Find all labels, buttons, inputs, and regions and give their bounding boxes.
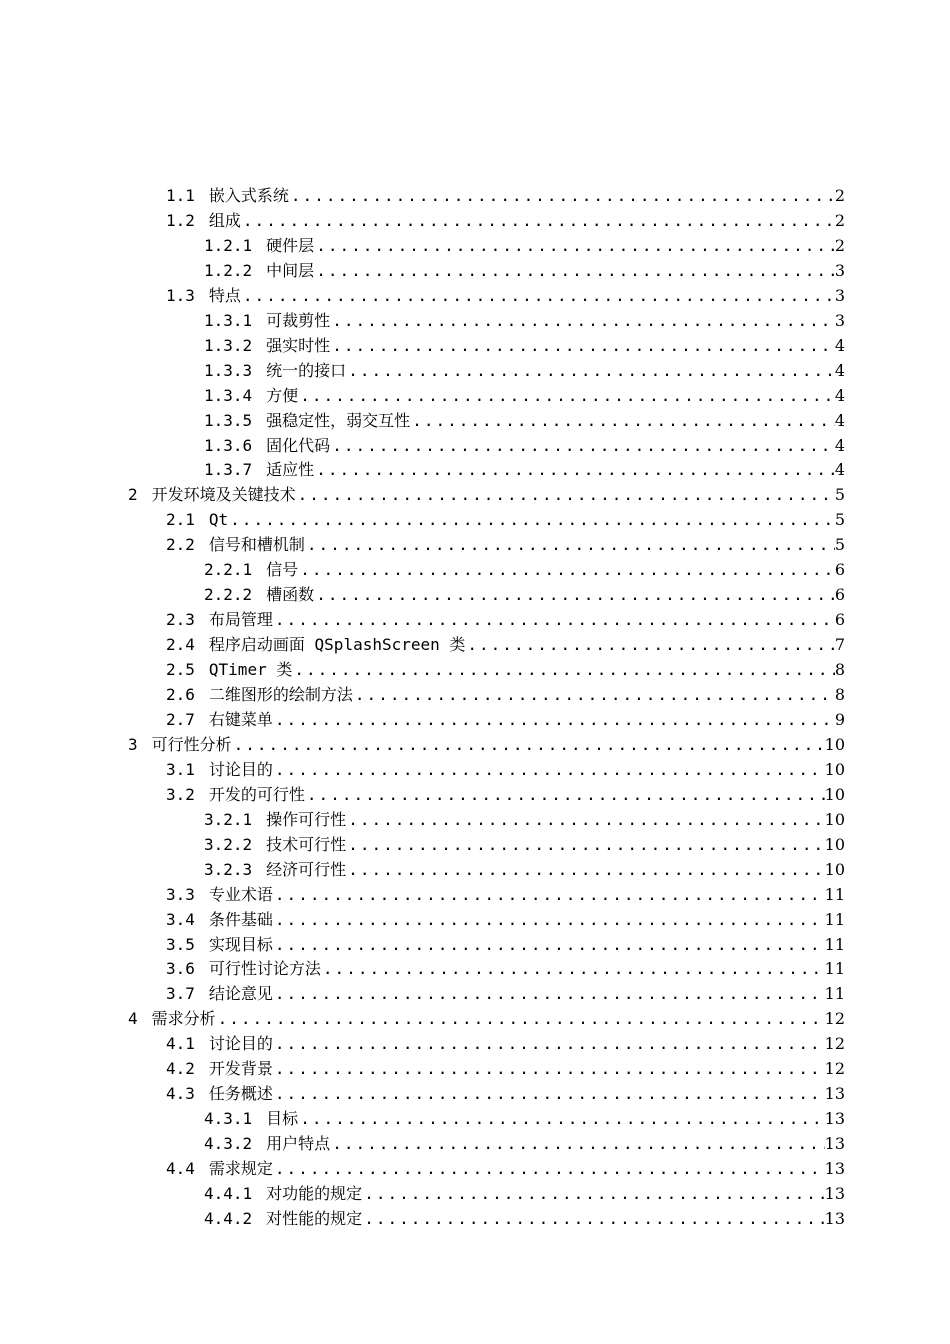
toc-entry-number: 1.2 bbox=[166, 210, 195, 230]
toc-entry-title: 硬件层 bbox=[266, 235, 315, 255]
toc-entry-title: 用户特点 bbox=[266, 1134, 331, 1154]
toc-entry-page-number: 13 bbox=[824, 1134, 845, 1154]
toc-entry-title: 结论意见 bbox=[208, 984, 273, 1004]
toc-dot-leader bbox=[346, 857, 824, 882]
toc-entry-page-number: 4 bbox=[834, 460, 845, 480]
toc-dot-leader bbox=[273, 932, 825, 957]
toc-entry-page-number: 11 bbox=[824, 909, 845, 929]
toc-entry-page-number: 13 bbox=[824, 1109, 845, 1129]
toc-entry-title: 可行性分析 bbox=[151, 734, 232, 754]
toc-entry[interactable] bbox=[166, 932, 845, 957]
toc-entry-page-number: 11 bbox=[824, 959, 845, 979]
toc-entry-number: 2.7 bbox=[166, 709, 195, 729]
toc-entry-title: 槽函数 bbox=[266, 585, 315, 605]
toc-entry-number: 3.1 bbox=[166, 759, 195, 779]
toc-dot-leader bbox=[273, 882, 825, 907]
toc-entry-number: 4.3.2 bbox=[204, 1134, 253, 1154]
toc-entry-number: 4 bbox=[128, 1009, 138, 1029]
toc-entry[interactable] bbox=[166, 208, 845, 233]
toc-entry-number: 1.2.2 bbox=[204, 260, 253, 280]
toc-entry-number: 4.2 bbox=[166, 1059, 195, 1079]
toc-dot-leader bbox=[410, 408, 835, 433]
toc-entry-title: 右键菜单 bbox=[208, 709, 273, 729]
toc-entry[interactable] bbox=[166, 507, 845, 532]
toc-dot-leader bbox=[289, 183, 835, 208]
toc-dot-leader bbox=[298, 557, 835, 582]
toc-entry[interactable] bbox=[166, 882, 845, 907]
toc-entry-number: 2 bbox=[128, 485, 138, 505]
toc-entry-number: 3 bbox=[128, 734, 138, 754]
toc-entry[interactable] bbox=[166, 757, 845, 782]
toc-entry[interactable] bbox=[204, 408, 845, 433]
toc-dot-leader bbox=[216, 1006, 825, 1031]
toc-dot-leader bbox=[321, 956, 825, 981]
toc-entry-number: 3.5 bbox=[166, 934, 195, 954]
toc-entry-title: 强实时性 bbox=[266, 335, 331, 355]
toc-entry-page-number: 10 bbox=[824, 809, 845, 829]
toc-entry-page-number: 10 bbox=[824, 784, 845, 804]
toc-entry-number: 2.2 bbox=[166, 535, 195, 555]
toc-dot-leader bbox=[314, 233, 835, 258]
toc-entry[interactable] bbox=[204, 857, 845, 882]
toc-entry-title: 统一的接口 bbox=[266, 360, 347, 380]
toc-dot-leader bbox=[273, 1081, 825, 1106]
toc-entry[interactable] bbox=[128, 482, 845, 507]
toc-entry-title: 专业术语 bbox=[208, 884, 273, 904]
toc-entry-number: 1.1 bbox=[166, 186, 195, 205]
toc-entry-page-number: 6 bbox=[834, 560, 845, 580]
toc-entry-number: 2.2.1 bbox=[204, 560, 253, 580]
toc-entry[interactable] bbox=[204, 1206, 845, 1231]
toc-entry-page-number: 11 bbox=[824, 984, 845, 1004]
toc-dot-leader bbox=[273, 1056, 825, 1081]
toc-entry-number: 2.5 bbox=[166, 660, 195, 679]
toc-entry-title: 强稳定性，弱交互性 bbox=[266, 410, 411, 430]
toc-entry-page-number: 3 bbox=[834, 285, 845, 305]
toc-entry-number: 1.2.1 bbox=[204, 235, 253, 255]
toc-entry-title: 适应性 bbox=[266, 460, 315, 480]
toc-dot-leader bbox=[273, 1031, 825, 1056]
toc-entry-page-number: 12 bbox=[824, 1059, 845, 1079]
toc-dot-leader bbox=[298, 1106, 824, 1131]
toc-entry-number: 3.2 bbox=[166, 784, 195, 804]
toc-entry-page-number: 13 bbox=[824, 1184, 845, 1203]
toc-entry-number: 4.1 bbox=[166, 1034, 195, 1054]
toc-entry-number: 2.4 bbox=[166, 635, 195, 655]
toc-entry-page-number: 5 bbox=[834, 535, 845, 555]
toc-entry-title: 技术可行性 bbox=[266, 834, 347, 854]
toc-entry-page-number: 10 bbox=[824, 859, 845, 879]
toc-entry-page-number: 5 bbox=[834, 485, 845, 505]
toc-entry-number: 1.3.2 bbox=[204, 335, 253, 355]
toc-entry-number: 3.2.2 bbox=[204, 834, 253, 854]
toc-entry-page-number: 4 bbox=[834, 360, 845, 380]
toc-dot-leader bbox=[314, 457, 835, 482]
toc-entry-title: 嵌入式系统 bbox=[208, 186, 289, 205]
toc-entry[interactable] bbox=[204, 233, 845, 258]
toc-entry[interactable] bbox=[166, 532, 845, 557]
toc-entry-page-number: 13 bbox=[824, 1084, 845, 1104]
toc-dot-leader bbox=[314, 582, 835, 607]
toc-entry-title: 讨论目的 bbox=[208, 759, 273, 779]
toc-entry-page-number: 2 bbox=[834, 235, 845, 255]
toc-entry-page-number: 4 bbox=[834, 335, 845, 355]
toc-entry-title: Qt bbox=[208, 510, 229, 530]
toc-dot-leader bbox=[241, 283, 835, 308]
toc-entry-page-number: 10 bbox=[824, 834, 845, 854]
toc-entry-title: 开发背景 bbox=[208, 1059, 273, 1079]
toc-entry[interactable] bbox=[166, 1081, 845, 1106]
toc-entry[interactable] bbox=[204, 1131, 845, 1156]
toc-entry[interactable] bbox=[166, 1056, 845, 1081]
toc-entry-title: 信号和槽机制 bbox=[208, 535, 305, 555]
toc-entry-number: 4.4.1 bbox=[204, 1184, 253, 1203]
toc-dot-leader bbox=[330, 308, 835, 333]
toc-entry-number: 1.3.5 bbox=[204, 410, 253, 430]
toc-entry-number: 1.3.3 bbox=[204, 360, 253, 380]
toc-dot-leader bbox=[241, 208, 835, 233]
toc-entry-number: 3.4 bbox=[166, 909, 195, 929]
toc-dot-leader bbox=[273, 607, 835, 632]
toc-entry[interactable] bbox=[128, 732, 845, 757]
toc-entry-page-number: 2 bbox=[834, 186, 845, 205]
toc-entry-title: 开发环境及关键技术 bbox=[151, 485, 296, 505]
toc-entry[interactable] bbox=[166, 682, 845, 707]
toc-dot-leader bbox=[353, 682, 835, 707]
toc-entry-number: 3.2.3 bbox=[204, 859, 253, 879]
toc-entry-page-number: 10 bbox=[824, 734, 845, 754]
toc-entry-title: 需求分析 bbox=[151, 1009, 216, 1029]
toc-entry-number: 3.3 bbox=[166, 884, 195, 904]
toc-entry-title: 开发的可行性 bbox=[208, 784, 305, 804]
toc-entry-page-number: 4 bbox=[834, 385, 845, 405]
toc-dot-leader bbox=[298, 383, 835, 408]
toc-entry-title: 对性能的规定 bbox=[266, 1208, 363, 1228]
toc-entry[interactable] bbox=[204, 582, 845, 607]
toc-entry[interactable] bbox=[166, 782, 845, 807]
toc-entry-page-number: 13 bbox=[824, 1208, 845, 1228]
toc-entry[interactable] bbox=[204, 333, 845, 358]
toc-dot-leader bbox=[273, 707, 835, 732]
toc-entry-page-number: 7 bbox=[834, 635, 845, 655]
toc-entry[interactable] bbox=[204, 383, 845, 408]
toc-entry-title: 二维图形的绘制方法 bbox=[208, 685, 353, 704]
toc-entry[interactable] bbox=[204, 832, 845, 857]
toc-dot-leader bbox=[273, 907, 825, 932]
toc-entry-title: 信号 bbox=[266, 560, 299, 580]
toc-entry[interactable] bbox=[166, 956, 845, 981]
toc-dot-leader bbox=[330, 333, 835, 358]
toc-dot-leader bbox=[314, 258, 835, 283]
toc-dot-leader bbox=[228, 507, 835, 532]
toc-entry-page-number: 4 bbox=[834, 410, 845, 430]
toc-entry-title: 可行性讨论方法 bbox=[208, 959, 321, 979]
toc-entry-page-number: 8 bbox=[834, 660, 845, 679]
toc-entry-page-number: 12 bbox=[824, 1034, 845, 1054]
toc-entry-title: 布局管理 bbox=[208, 610, 273, 630]
toc-dot-leader bbox=[273, 981, 825, 1006]
toc-entry-title: 讨论目的 bbox=[208, 1034, 273, 1054]
toc-entry-title: 程序启动画面 QSplashScreen 类 bbox=[208, 635, 466, 655]
toc-entry-page-number: 3 bbox=[834, 310, 845, 330]
toc-entry-number: 1.3.7 bbox=[204, 460, 253, 480]
toc-entry-page-number: 10 bbox=[824, 759, 845, 779]
toc-entry[interactable] bbox=[128, 1006, 845, 1031]
toc-dot-leader bbox=[273, 1156, 825, 1181]
toc-entry-page-number: 12 bbox=[824, 1009, 845, 1029]
toc-entry[interactable] bbox=[166, 907, 845, 932]
toc-entry[interactable] bbox=[166, 1156, 845, 1181]
toc-entry[interactable] bbox=[204, 557, 845, 582]
toc-entry-number: 3.7 bbox=[166, 984, 195, 1004]
toc-dot-leader bbox=[346, 832, 824, 857]
toc-entry-page-number: 5 bbox=[834, 510, 845, 530]
toc-entry-number: 2.6 bbox=[166, 685, 195, 704]
toc-entry[interactable] bbox=[204, 1106, 845, 1131]
toc-dot-leader bbox=[362, 1206, 824, 1231]
toc-entry[interactable] bbox=[204, 433, 845, 458]
toc-entry-title: 中间层 bbox=[266, 260, 315, 280]
toc-entry-page-number: 4 bbox=[834, 435, 845, 455]
toc-entry-title: 操作可行性 bbox=[266, 809, 347, 829]
toc-entry-number: 4.3.1 bbox=[204, 1109, 253, 1129]
toc-entry-title: 特点 bbox=[208, 285, 241, 305]
toc-entry-number: 1.3.6 bbox=[204, 435, 253, 455]
toc-entry-number: 2.3 bbox=[166, 610, 195, 630]
toc-entry-title: 对功能的规定 bbox=[266, 1184, 363, 1203]
toc-entry-title: 条件基础 bbox=[208, 909, 273, 929]
toc-dot-leader bbox=[305, 532, 835, 557]
toc-entry[interactable] bbox=[166, 1031, 845, 1056]
toc-entry[interactable] bbox=[166, 981, 845, 1006]
toc-entry-number: 1.3.4 bbox=[204, 385, 253, 405]
toc-entry[interactable] bbox=[166, 632, 845, 657]
toc-dot-leader bbox=[362, 1181, 824, 1206]
toc-entry-title: 需求规定 bbox=[208, 1159, 273, 1178]
toc-dot-leader bbox=[465, 632, 834, 657]
toc-entry-page-number: 2 bbox=[834, 210, 845, 230]
toc-entry[interactable] bbox=[166, 283, 845, 308]
toc-entry-page-number: 11 bbox=[824, 884, 845, 904]
toc-entry-number: 2.2.2 bbox=[204, 585, 253, 605]
toc-entry-number: 4.4 bbox=[166, 1159, 195, 1178]
toc-entry[interactable] bbox=[166, 183, 845, 208]
toc-entry-number: 1.3 bbox=[166, 285, 195, 305]
toc-entry-number: 2.1 bbox=[166, 510, 195, 530]
toc-entry[interactable] bbox=[204, 457, 845, 482]
toc-entry-page-number: 13 bbox=[824, 1159, 845, 1178]
toc-entry[interactable] bbox=[166, 607, 845, 632]
toc-entry-number: 3.2.1 bbox=[204, 809, 253, 829]
toc-entry-title: 方便 bbox=[266, 385, 299, 405]
toc-entry-number: 1.3.1 bbox=[204, 310, 253, 330]
toc-entry-title: 目标 bbox=[266, 1109, 299, 1129]
toc-entry-page-number: 9 bbox=[834, 709, 845, 729]
toc-entry-title: 可裁剪性 bbox=[266, 310, 331, 330]
toc-dot-leader bbox=[346, 807, 824, 832]
toc-entry-number: 4.4.2 bbox=[204, 1208, 253, 1228]
toc-entry[interactable] bbox=[204, 308, 845, 333]
toc-entry[interactable] bbox=[204, 807, 845, 832]
toc-dot-leader bbox=[305, 782, 825, 807]
toc-dot-leader bbox=[232, 732, 825, 757]
toc-entry-number: 4.3 bbox=[166, 1084, 195, 1104]
toc-entry-number: 3.6 bbox=[166, 959, 195, 979]
toc-entry-page-number: 6 bbox=[834, 585, 845, 605]
toc-entry[interactable] bbox=[204, 258, 845, 283]
toc-entry-title: 实现目标 bbox=[208, 934, 273, 954]
toc-dot-leader bbox=[292, 657, 834, 682]
toc-entry-title: 固化代码 bbox=[266, 435, 331, 455]
toc-entry-page-number: 3 bbox=[834, 260, 845, 280]
toc-dot-leader bbox=[330, 1131, 824, 1156]
toc-entry[interactable] bbox=[166, 657, 845, 682]
toc-entry-page-number: 6 bbox=[834, 610, 845, 630]
toc-entry-title: QTimer 类 bbox=[208, 660, 293, 679]
toc-entry[interactable] bbox=[166, 707, 845, 732]
toc-entry[interactable] bbox=[204, 1181, 845, 1206]
toc-entry-page-number: 11 bbox=[824, 934, 845, 954]
toc-entry-page-number: 8 bbox=[834, 685, 845, 704]
toc-entry[interactable] bbox=[204, 358, 845, 383]
toc-dot-leader bbox=[346, 358, 835, 383]
toc-dot-leader bbox=[330, 433, 835, 458]
toc-dot-leader bbox=[273, 757, 825, 782]
toc-entry-title: 组成 bbox=[208, 210, 241, 230]
toc-entry-title: 经济可行性 bbox=[266, 859, 347, 879]
toc-entry-title: 任务概述 bbox=[208, 1084, 273, 1104]
toc-dot-leader bbox=[296, 482, 835, 507]
